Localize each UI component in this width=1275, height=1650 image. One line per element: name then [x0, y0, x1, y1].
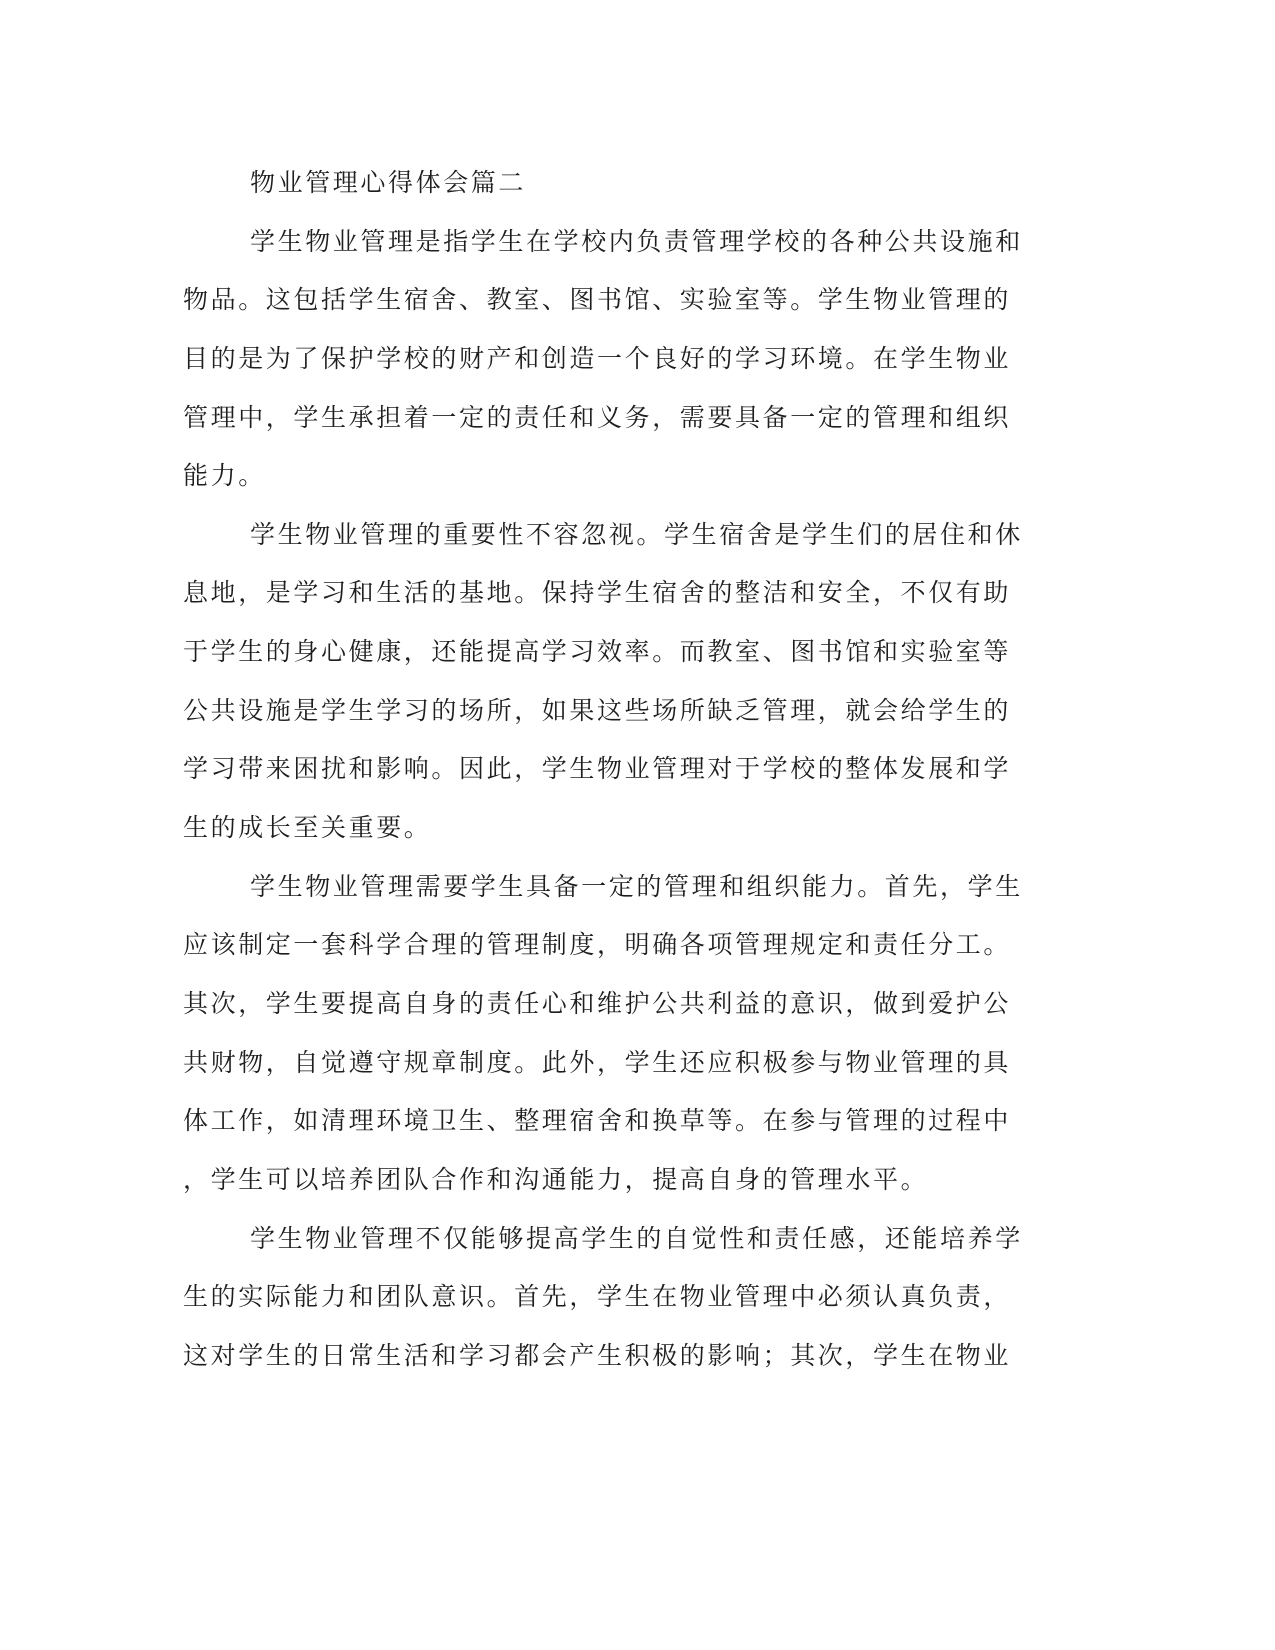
paragraph-line: 应该制定一套科学合理的管理制度，明确各项管理规定和责任分工。 — [183, 930, 1012, 960]
document-body — [183, 154, 1083, 1385]
document-title: 物业管理心得体会篇二 — [250, 168, 527, 197]
paragraph-line: 能力。 — [183, 461, 266, 491]
paragraph-line: 目的是为了保护学校的财产和创造一个良好的学习环境。在学生物业 — [183, 343, 1012, 373]
paragraph — [183, 506, 1083, 858]
paragraph-line: 于学生的身心健康，还能提高学习效率。而教室、图书馆和实验室等 — [183, 637, 1012, 667]
paragraph-line: 学生物业管理的重要性不容忽视。学生宿舍是学生们的居住和休 — [250, 519, 1023, 549]
paragraph — [183, 858, 1083, 1210]
paragraph-line: 生的实际能力和团队意识。首先，学生在物业管理中必须认真负责， — [183, 1282, 1012, 1312]
paragraph-line: 生的成长至关重要。 — [183, 813, 432, 843]
paragraph-line: 学生物业管理不仅能够提高学生的自觉性和责任感，还能培养学 — [250, 1223, 1023, 1253]
paragraph — [183, 1210, 1083, 1386]
paragraph-line: 学生物业管理是指学生在学校内负责管理学校的各种公共设施和 — [250, 226, 1023, 256]
paragraph — [183, 213, 1083, 506]
paragraph-line: ，学生可以培养团队合作和沟通能力，提高自身的管理水平。 — [183, 1164, 929, 1194]
paragraph-line: 物品。这包括学生宿舍、教室、图书馆、实验室等。学生物业管理的 — [183, 285, 1012, 315]
paragraph-line: 其次，学生要提高自身的责任心和维护公共利益的意识，做到爱护公 — [183, 988, 1012, 1018]
paragraph-line: 息地，是学习和生活的基地。保持学生宿舍的整洁和安全，不仅有助 — [183, 578, 1012, 608]
paragraph-line: 管理中，学生承担着一定的责任和义务，需要具备一定的管理和组织 — [183, 402, 1012, 432]
paragraph-line: 公共设施是学生学习的场所，如果这些场所缺乏管理，就会给学生的 — [183, 695, 1012, 725]
paragraph-line: 体工作，如清理环境卫生、整理宿舍和换草等。在参与管理的过程中 — [183, 1106, 1012, 1136]
paragraph-line: 学生物业管理需要学生具备一定的管理和组织能力。首先，学生 — [250, 871, 1023, 901]
paragraph-line: 这对学生的日常生活和学习都会产生积极的影响；其次，学生在物业 — [183, 1340, 1012, 1370]
paragraph-line: 学习带来困扰和影响。因此，学生物业管理对于学校的整体发展和学 — [183, 754, 1012, 784]
paragraph-line: 共财物，自觉遵守规章制度。此外，学生还应积极参与物业管理的具 — [183, 1047, 1012, 1077]
